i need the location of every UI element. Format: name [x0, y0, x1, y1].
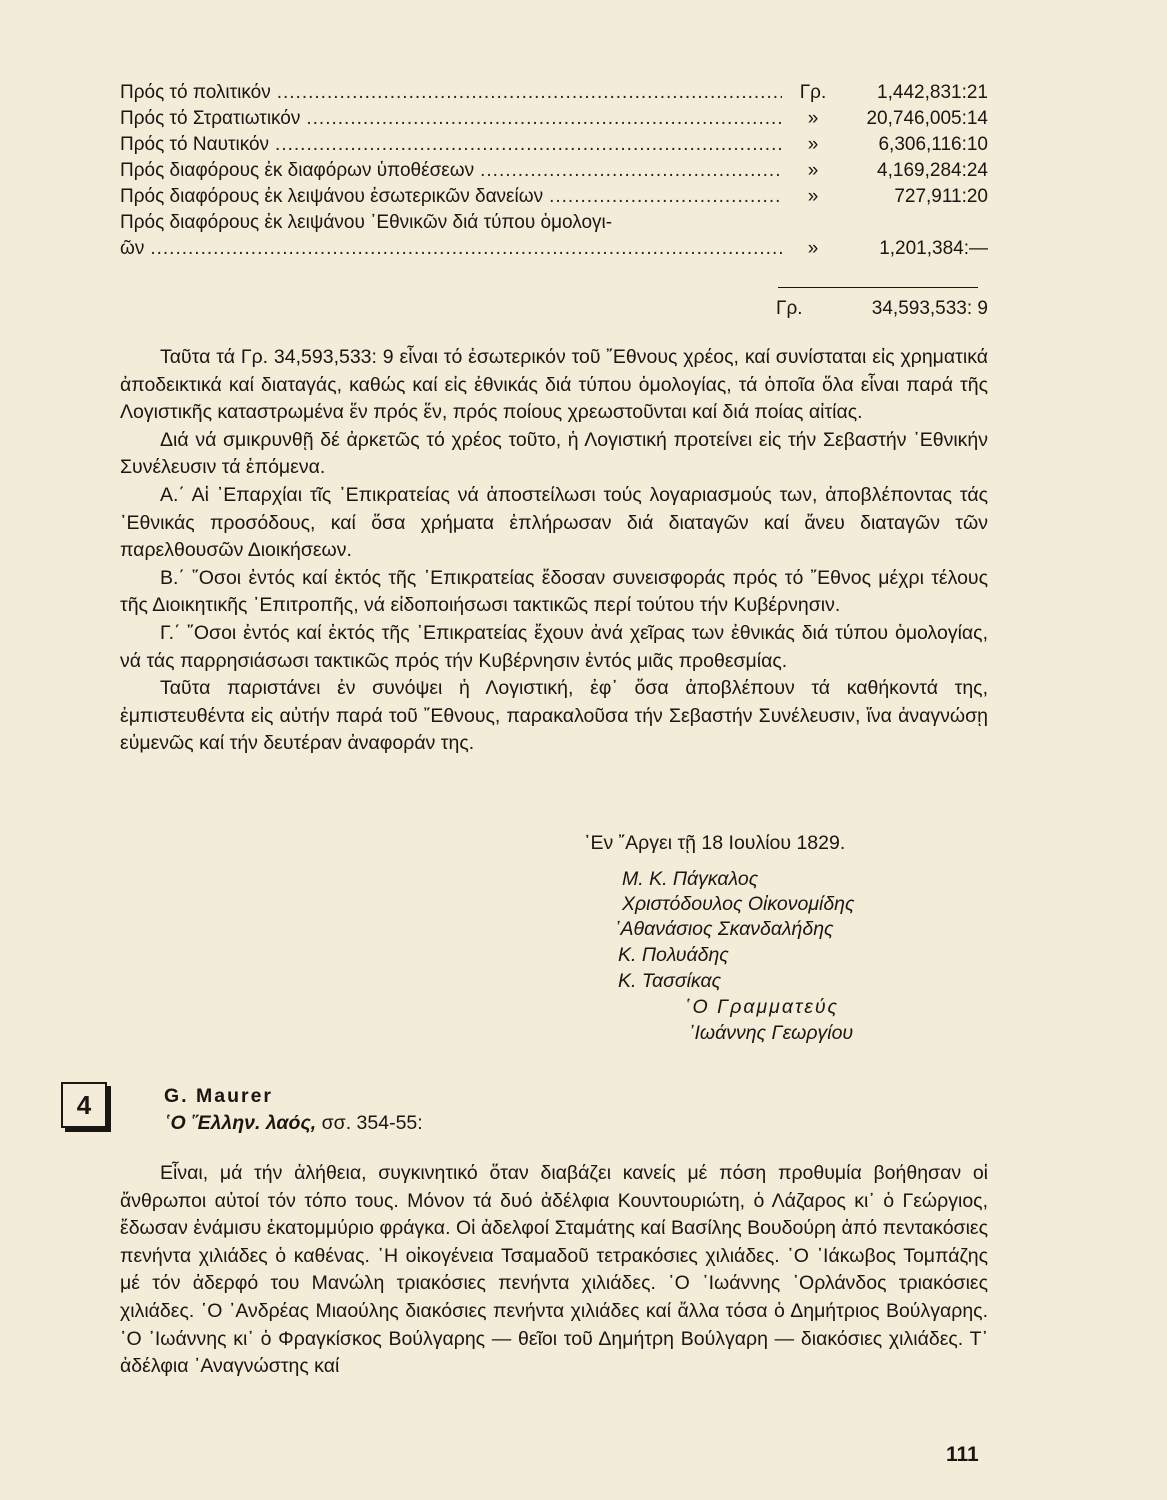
page-number: 111	[946, 1443, 979, 1466]
ledger-currency: »	[807, 108, 819, 129]
ledger-label: Πρός διαφόρους ἐκ λειψάνου ἐσωτερικῶν δανείων	[120, 186, 544, 207]
place-date: ᾿Εν ῎Αργει τῇ 18 Ιουλίου 1829.	[584, 832, 846, 854]
secretary-name: ᾿Ιωάννης Γεωργίου	[688, 1022, 854, 1044]
ledger-currency: »	[807, 186, 819, 207]
document-number-box: 4	[61, 1082, 107, 1128]
ledger-amount: 727,911:20	[894, 186, 988, 207]
source-citation	[164, 1112, 423, 1135]
dot-leader	[150, 238, 782, 260]
ledger-currency: »	[807, 160, 819, 181]
total-rule	[778, 287, 978, 288]
total-amount: 34,593,533: 9	[871, 298, 988, 319]
ledger-row-wrapped-first	[120, 212, 988, 238]
ledger-amount: 1,442,831:21	[877, 82, 988, 103]
paragraph: Εἶναι, μά τήν ἀλήθεια, συγκινητικό ὅταν διαβάζει κανείς μέ πόση προθυμία βοήθησαν οἱ ἄνθρωποι αὐτοί τόν τόπο τους. Μόνον τά δυό ἀδέλφια Κουντουριώτη, ὁ Λάζαρος κι᾿ ὁ Γεώργιος, ἔδωσαν ἑνάμισυ ἑκατομμύριο φράγκα. Οἱ ἀδελφοί Σταμάτης καί Βασίλης Βουδούρη ἀπό πεντακόσιες πενήντα χιλιάδες ὁ καθένας. ῾Η οἰκογένεια Τσαμαδοῦ τετρακόσιες χιλιάδες. ῾Ο ᾿Ιάκωβος Τομπάζης μέ τόν ἀδερφό του Μανώλη τριακόσιες πενήντα χιλιάδες. ῾Ο ᾿Ιωάννης ᾿Ορλάνδος τριακόσιες χιλιάδες. ῾Ο ᾿Ανδρέας Μιαούλης διακόσιες πενήντα χιλιάδες καί ἄλλα τόσα ὁ Δημήτριος Βούλγαρης. ῾Ο ᾿Ιωάννης κι᾿ ὁ Φραγκίσκος Βούλγαρης — θεῖοι τοῦ Δημήτρη Βούλγαρη — διακόσιες χιλιάδες. Τ᾿ ἀδέλφια ᾿Αναγνώστης καί	[120, 1162, 988, 1378]
ledger-currency: Γρ.	[799, 82, 827, 103]
ledger-amount: 4,169,284:24	[877, 160, 988, 181]
ledger-amount: 20,746,005:14	[866, 108, 988, 129]
paragraph: Γ.΄ ῞Οσοι ἐντός καί ἐκτός τῆς ᾿Επικρατείας ἔχουν ἀνά χεῖρας των ἐθνικάς διά τύπου ὁμολογίας, νά τάς παρρησιάσωσι τακτικῶς πρός τήν Κυβέρνησιν ἐντός μιᾶς προθεσμίας.	[120, 621, 988, 672]
ledger-label: Πρός διαφόρους ἐκ λειψάνου ᾿Εθνικῶν διά τύπου ὁμολογι-	[120, 212, 613, 233]
ledger-label: Πρός τό Ναυτικόν	[120, 134, 270, 155]
paragraph: Β.΄ ῞Οσοι ἐντός καί ἐκτός τῆς ᾿Επικρατείας ἔδοσαν συνεισφοράς πρός τό ῎Εθνος μέχρι τέλους τῆς Διοικητικῆς ᾿Επιτροπῆς, νά εἰδοποιήσωσι τακτικῶς περί τούτου τήν Κυβέρνησιν.	[120, 566, 988, 617]
dot-leader	[277, 82, 782, 104]
ledger-label: Πρός τό Στρατιωτικόν	[120, 108, 301, 129]
source-title: ῾Ο ῞Ελλην. λαός,	[164, 1112, 317, 1134]
ledger-row-wrapped-second	[120, 238, 988, 264]
ledger-label: Πρός διαφόρους ἐκ διαφόρων ὑποθέσεων	[120, 160, 475, 181]
ledger-currency: »	[807, 238, 819, 259]
paragraph: Ταῦτα τά Γρ. 34,593,533: 9 εἶναι τό ἐσωτερικόν τοῦ ῎Εθνους χρέος, καί συνίσταται εἰς χρηματικά ἀποδεικτικά καί διαταγάς, καθώς καί εἰς ἐθνικάς διά τύπου ὁμολογίας, τά ὁποῖα ὅλα εἶναι παρά τῆς Λογιστικῆς καταστρωμένα ἕν πρός ἕν, πρός ποίους χρεωστοῦνται καί διά ποίας αἰτίας.	[120, 346, 988, 424]
dot-leader	[480, 160, 782, 182]
ledger-total	[776, 298, 988, 320]
ledger-amount: 1,201,384:—	[879, 238, 988, 259]
total-currency: Γρ.	[776, 298, 803, 319]
ledger-row	[120, 108, 988, 134]
dot-leader	[306, 108, 782, 130]
signer-name: Χριστόδουλος Οἰκονομίδης	[622, 893, 855, 915]
ledger-label: Πρός τό πολιτικόν	[120, 82, 271, 103]
ledger-amount: 6,306,116:10	[878, 134, 988, 155]
source-author: G. Maurer	[164, 1085, 274, 1107]
excerpt-body	[120, 1160, 988, 1381]
source-pages: σσ. 354-55:	[316, 1112, 423, 1134]
ledger-row	[120, 186, 988, 212]
dot-leader	[549, 186, 782, 208]
signer-name: Κ. Τασσίκας	[618, 970, 722, 992]
signer-name: Μ. Κ. Πάγκαλος	[622, 868, 759, 890]
signer-name: Κ. Πολυάδης	[618, 944, 729, 966]
ledger-row	[120, 160, 988, 186]
secretary-title: ῾Ο Γραμματεύς	[684, 996, 840, 1018]
paragraph: Διά νά σμικρυνθῇ δέ ἀρκετῶς τό χρέος τοῦτο, ἡ Λογιστική προτείνει εἰς τήν Σεβαστήν ᾿Εθνικήν Συνέλευσιν τά ἑπόμενα.	[120, 428, 988, 479]
paragraph: Α.΄ Αἱ ᾿Επαρχίαι τῖς ᾿Επικρατείας νά ἀποστείλωσι τούς λογαριασμούς των, ἀποβλέποντας τάς ᾿Εθνικάς προσόδους, καί ὅσα χρήματα ἐπλήρωσαν διά διαταγῶν καί ἄνευ διαταγῶν τῶν παρελθουσῶν Διοικήσεων.	[120, 483, 988, 562]
signer-name: ᾿Αθανάσιος Σκανδαλήδης	[614, 918, 834, 940]
paragraph: Ταῦτα παριστάνει ἐν συνόψει ἡ Λογιστική, ἐφ᾿ ὅσα ἀποβλέπουν τά καθήκοντά της, ἐμπιστευθέντα εἰς αὐτήν παρά τοῦ ῎Εθνους, παρακαλοῦσα τήν Σεβαστήν Συνέλευσιν, ἵνα ἀναγνώσῃ εὐμενῶς καί τήν δευτέραν ἀναφοράν της.	[120, 677, 988, 755]
ledger-row	[120, 134, 988, 160]
debt-ledger	[120, 82, 988, 264]
report-body	[120, 344, 988, 758]
ledger-currency: »	[807, 134, 819, 155]
ledger-row	[120, 82, 988, 108]
dot-leader	[275, 134, 782, 156]
ledger-label: ῶν	[120, 238, 145, 259]
